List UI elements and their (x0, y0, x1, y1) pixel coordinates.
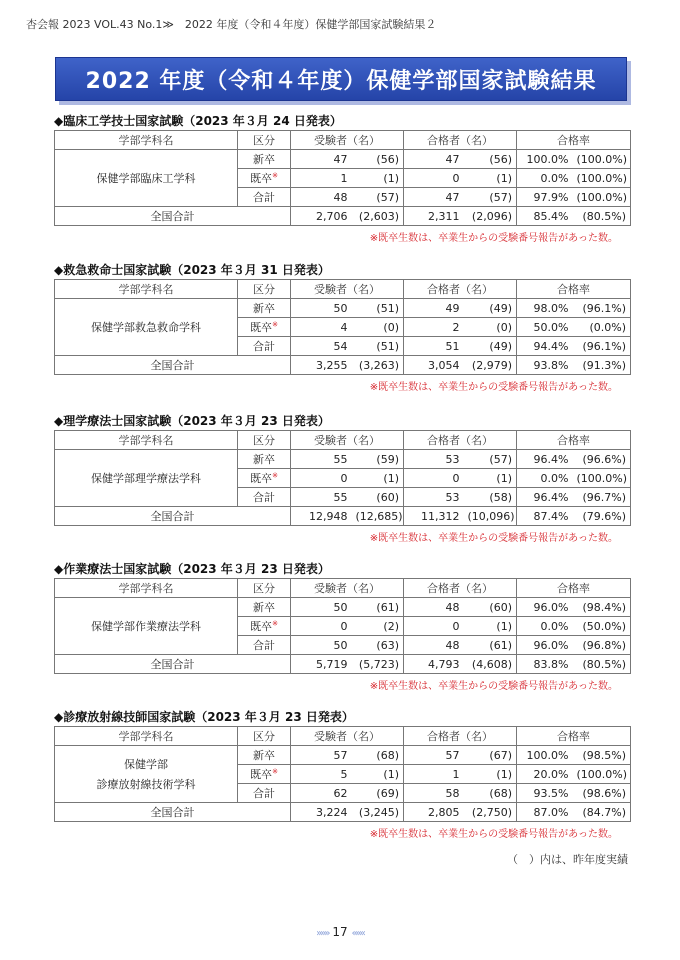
examinees-prev: (56) (352, 150, 404, 169)
examinees-value: 55 (291, 450, 352, 469)
exam-section (54, 413, 630, 543)
section-title: ◆作業療法士国家試験（2023 年３月 23 日発表） (54, 562, 330, 576)
kubun-label: 合計 (253, 787, 275, 800)
examinees-value: 50 (291, 636, 352, 655)
kubun-label: 合計 (253, 340, 275, 353)
national-rate-prev: (84.7%) (573, 803, 631, 822)
national-rate-prev: (91.3%) (573, 356, 631, 375)
col-kubun: 区分 (238, 579, 291, 598)
national-examinees-prev: (5,723) (352, 655, 404, 674)
col-rate: 合格率 (517, 280, 631, 299)
kisotsu-note: ※既卒生数は、卒業生からの受験番号報告があった数。 (369, 382, 618, 393)
examinees-prev: (63) (352, 636, 404, 655)
rate-prev: (96.1%) (573, 337, 631, 356)
passers-prev: (57) (464, 188, 517, 207)
rate-value: 50.0% (517, 318, 573, 337)
examinees-prev: (57) (352, 188, 404, 207)
running-header: 杏会報 2023 VOL.43 No.1≫ 2022 年度（令和４年度）保健学部国家試験結果２ (26, 18, 437, 31)
col-passers: 合格者（名） (404, 431, 517, 450)
col-examinees: 受験者（名） (291, 431, 404, 450)
national-passers: 11,312 (404, 507, 464, 526)
kubun-label: 既卒 (250, 321, 273, 334)
section-title: ◆臨床工学技士国家試験（2023 年３月 24 日発表） (54, 114, 342, 128)
col-dept: 学部学科名 (55, 579, 238, 598)
rate-value: 96.0% (517, 598, 573, 617)
table-row (55, 746, 631, 765)
passers-value: 0 (404, 469, 464, 488)
kubun-label: 合計 (253, 191, 275, 204)
dept-name (55, 598, 238, 655)
exam-section (54, 262, 630, 392)
rate-value: 96.4% (517, 450, 573, 469)
rate-value: 93.5% (517, 784, 573, 803)
national-rate: 87.4% (517, 507, 573, 526)
table-header-row (55, 131, 631, 150)
passers-prev: (49) (464, 299, 517, 318)
national-passers: 3,054 (404, 356, 464, 375)
kubun-label: 合計 (253, 491, 275, 504)
kubun-label: 新卒 (253, 601, 275, 614)
national-total-row (55, 207, 631, 226)
examinees-prev: (60) (352, 488, 404, 507)
examinees-value: 55 (291, 488, 352, 507)
kubun-cell (238, 746, 291, 765)
results-table (54, 130, 631, 226)
examinees-value: 50 (291, 598, 352, 617)
national-passers-prev: (2,750) (464, 803, 517, 822)
section-title: ◆理学療法士国家試験（2023 年３月 23 日発表） (54, 414, 330, 428)
table-row (55, 150, 631, 169)
national-examinees: 3,255 (291, 356, 352, 375)
col-examinees: 受験者（名） (291, 280, 404, 299)
col-kubun: 区分 (238, 131, 291, 150)
national-label: 全国合計 (55, 356, 291, 375)
left-chevron-ornament: »»» (316, 928, 329, 939)
rate-prev: (96.6%) (573, 450, 631, 469)
col-rate: 合格率 (517, 579, 631, 598)
examinees-prev: (69) (352, 784, 404, 803)
kubun-cell (238, 784, 291, 803)
national-rate-prev: (80.5%) (573, 207, 631, 226)
passers-prev: (0) (464, 318, 517, 337)
national-label: 全国合計 (55, 655, 291, 674)
rate-value: 0.0% (517, 617, 573, 636)
kubun-cell (238, 469, 291, 488)
dept-name (55, 746, 238, 803)
national-examinees-prev: (12,685) (352, 507, 404, 526)
col-rate: 合格率 (517, 131, 631, 150)
kubun-label: 既卒 (250, 768, 273, 781)
examinees-value: 0 (291, 469, 352, 488)
national-total-row (55, 507, 631, 526)
kisotsu-note-mark: ※ (272, 619, 278, 628)
rate-prev: (100.0%) (573, 765, 631, 784)
national-examinees-prev: (2,603) (352, 207, 404, 226)
passers-value: 1 (404, 765, 464, 784)
table-header-row (55, 579, 631, 598)
kubun-label: 既卒 (250, 172, 273, 185)
passers-prev: (68) (464, 784, 517, 803)
kubun-label: 新卒 (253, 302, 275, 315)
passers-prev: (1) (464, 469, 517, 488)
kubun-cell (238, 299, 291, 318)
dept-name-line1: 保健学部救急救命学科 (91, 321, 201, 334)
national-rate-prev: (79.6%) (573, 507, 631, 526)
page-number: 17 (332, 925, 348, 939)
examinees-prev: (1) (352, 765, 404, 784)
dept-name (55, 450, 238, 507)
table-header-row (55, 431, 631, 450)
kisotsu-note-mark: ※ (272, 320, 278, 329)
passers-prev: (61) (464, 636, 517, 655)
passers-prev: (1) (464, 617, 517, 636)
col-examinees: 受験者（名） (291, 131, 404, 150)
col-dept: 学部学科名 (55, 280, 238, 299)
exam-section (54, 561, 630, 691)
kisotsu-note-mark: ※ (272, 767, 278, 776)
col-passers: 合格者（名） (404, 579, 517, 598)
kubun-cell (238, 337, 291, 356)
kubun-cell (238, 488, 291, 507)
exam-section (54, 709, 630, 839)
kubun-label: 既卒 (250, 472, 273, 485)
passers-prev: (58) (464, 488, 517, 507)
kisotsu-note: ※既卒生数は、卒業生からの受験番号報告があった数。 (369, 533, 618, 544)
passers-value: 53 (404, 450, 464, 469)
rate-prev: (96.7%) (573, 488, 631, 507)
national-total-row (55, 356, 631, 375)
col-passers: 合格者（名） (404, 727, 517, 746)
examinees-value: 62 (291, 784, 352, 803)
examinees-prev: (61) (352, 598, 404, 617)
rate-prev: (96.8%) (573, 636, 631, 655)
kubun-label: 新卒 (253, 453, 275, 466)
kubun-cell (238, 636, 291, 655)
dept-name-line1: 保健学部臨床工学科 (96, 172, 196, 185)
passers-value: 48 (404, 636, 464, 655)
kisotsu-note: ※既卒生数は、卒業生からの受験番号報告があった数。 (369, 829, 618, 840)
national-rate: 83.8% (517, 655, 573, 674)
passers-value: 48 (404, 598, 464, 617)
rate-prev: (100.0%) (573, 469, 631, 488)
passers-value: 51 (404, 337, 464, 356)
page-title: 2022 年度（令和４年度）保健学部国家試験結果 (85, 68, 597, 94)
exam-section (54, 113, 630, 243)
rate-prev: (100.0%) (573, 150, 631, 169)
examinees-prev: (2) (352, 617, 404, 636)
examinees-value: 1 (291, 169, 352, 188)
national-passers: 4,793 (404, 655, 464, 674)
passers-value: 0 (404, 169, 464, 188)
examinees-value: 47 (291, 150, 352, 169)
page-number-footer (0, 925, 680, 939)
kubun-cell (238, 450, 291, 469)
national-passers-prev: (10,096) (464, 507, 517, 526)
passers-prev: (1) (464, 169, 517, 188)
national-passers: 2,805 (404, 803, 464, 822)
passers-value: 57 (404, 746, 464, 765)
col-kubun: 区分 (238, 280, 291, 299)
rate-prev: (98.6%) (573, 784, 631, 803)
passers-value: 58 (404, 784, 464, 803)
rate-prev: (50.0%) (573, 617, 631, 636)
examinees-prev: (1) (352, 469, 404, 488)
col-passers: 合格者（名） (404, 280, 517, 299)
table-row (55, 299, 631, 318)
dept-name-line1: 保健学部 (124, 758, 168, 771)
passers-value: 49 (404, 299, 464, 318)
national-passers: 2,311 (404, 207, 464, 226)
passers-value: 47 (404, 150, 464, 169)
rate-value: 96.0% (517, 636, 573, 655)
col-examinees: 受験者（名） (291, 727, 404, 746)
examinees-prev: (0) (352, 318, 404, 337)
passers-prev: (1) (464, 765, 517, 784)
national-total-row (55, 655, 631, 674)
passers-prev: (56) (464, 150, 517, 169)
rate-value: 98.0% (517, 299, 573, 318)
table-row (55, 598, 631, 617)
dept-name-line2: 診療放射線技術学科 (96, 778, 196, 791)
national-examinees: 3,224 (291, 803, 352, 822)
national-label: 全国合計 (55, 507, 291, 526)
examinees-prev: (51) (352, 337, 404, 356)
passers-value: 53 (404, 488, 464, 507)
examinees-value: 50 (291, 299, 352, 318)
kubun-label: 新卒 (253, 749, 275, 762)
right-chevron-ornament: ««« (351, 928, 364, 939)
examinees-value: 54 (291, 337, 352, 356)
passers-value: 0 (404, 617, 464, 636)
results-table (54, 726, 631, 822)
rate-value: 100.0% (517, 150, 573, 169)
col-dept: 学部学科名 (55, 727, 238, 746)
rate-prev: (100.0%) (573, 188, 631, 207)
national-examinees: 5,719 (291, 655, 352, 674)
national-examinees: 12,948 (291, 507, 352, 526)
national-rate: 85.4% (517, 207, 573, 226)
dept-name (55, 299, 238, 356)
national-passers-prev: (4,608) (464, 655, 517, 674)
col-passers: 合格者（名） (404, 131, 517, 150)
examinees-value: 5 (291, 765, 352, 784)
national-examinees: 2,706 (291, 207, 352, 226)
rate-prev: (98.4%) (573, 598, 631, 617)
rate-value: 96.4% (517, 488, 573, 507)
kisotsu-note: ※既卒生数は、卒業生からの受験番号報告があった数。 (369, 233, 618, 244)
national-rate: 87.0% (517, 803, 573, 822)
col-kubun: 区分 (238, 727, 291, 746)
examinees-value: 0 (291, 617, 352, 636)
dept-name-line1: 保健学部理学療法学科 (91, 472, 201, 485)
col-rate: 合格率 (517, 727, 631, 746)
col-rate: 合格率 (517, 431, 631, 450)
examinees-prev: (1) (352, 169, 404, 188)
kubun-label: 新卒 (253, 153, 275, 166)
passers-prev: (67) (464, 746, 517, 765)
dept-name (55, 150, 238, 207)
passers-prev: (60) (464, 598, 517, 617)
rate-value: 20.0% (517, 765, 573, 784)
examinees-prev: (59) (352, 450, 404, 469)
results-table (54, 578, 631, 674)
rate-value: 100.0% (517, 746, 573, 765)
passers-prev: (49) (464, 337, 517, 356)
table-header-row (55, 280, 631, 299)
examinees-prev: (51) (352, 299, 404, 318)
kubun-cell (238, 188, 291, 207)
rate-value: 94.4% (517, 337, 573, 356)
national-passers-prev: (2,096) (464, 207, 517, 226)
col-examinees: 受験者（名） (291, 579, 404, 598)
kubun-cell (238, 598, 291, 617)
rate-value: 0.0% (517, 169, 573, 188)
kubun-cell (238, 617, 291, 636)
passers-value: 2 (404, 318, 464, 337)
national-label: 全国合計 (55, 803, 291, 822)
rate-value: 0.0% (517, 469, 573, 488)
page-title-banner (55, 57, 627, 101)
kubun-cell (238, 765, 291, 784)
results-table (54, 279, 631, 375)
kubun-label: 合計 (253, 639, 275, 652)
rate-prev: (98.5%) (573, 746, 631, 765)
kisotsu-note-mark: ※ (272, 471, 278, 480)
national-examinees-prev: (3,263) (352, 356, 404, 375)
kisotsu-note: ※既卒生数は、卒業生からの受験番号報告があった数。 (369, 681, 618, 692)
rate-prev: (96.1%) (573, 299, 631, 318)
rate-value: 97.9% (517, 188, 573, 207)
col-dept: 学部学科名 (55, 431, 238, 450)
national-passers-prev: (2,979) (464, 356, 517, 375)
national-rate-prev: (80.5%) (573, 655, 631, 674)
national-label: 全国合計 (55, 207, 291, 226)
table-header-row (55, 727, 631, 746)
kubun-cell (238, 150, 291, 169)
passers-prev: (57) (464, 450, 517, 469)
kubun-cell (238, 318, 291, 337)
dept-name-line1: 保健学部作業療法学科 (91, 620, 201, 633)
legend-note: （ ）内は、昨年度実績 (507, 853, 628, 866)
national-examinees-prev: (3,245) (352, 803, 404, 822)
col-kubun: 区分 (238, 431, 291, 450)
national-total-row (55, 803, 631, 822)
kisotsu-note-mark: ※ (272, 171, 278, 180)
examinees-value: 57 (291, 746, 352, 765)
col-dept: 学部学科名 (55, 131, 238, 150)
rate-prev: (100.0%) (573, 169, 631, 188)
national-rate: 93.8% (517, 356, 573, 375)
section-title: ◆診療放射線技師国家試験（2023 年３月 23 日発表） (54, 710, 354, 724)
examinees-value: 4 (291, 318, 352, 337)
kubun-label: 既卒 (250, 620, 273, 633)
passers-value: 47 (404, 188, 464, 207)
results-table (54, 430, 631, 526)
section-title: ◆救急救命士国家試験（2023 年３月 31 日発表） (54, 263, 330, 277)
table-row (55, 450, 631, 469)
kubun-cell (238, 169, 291, 188)
examinees-prev: (68) (352, 746, 404, 765)
examinees-value: 48 (291, 188, 352, 207)
rate-prev: (0.0%) (573, 318, 631, 337)
